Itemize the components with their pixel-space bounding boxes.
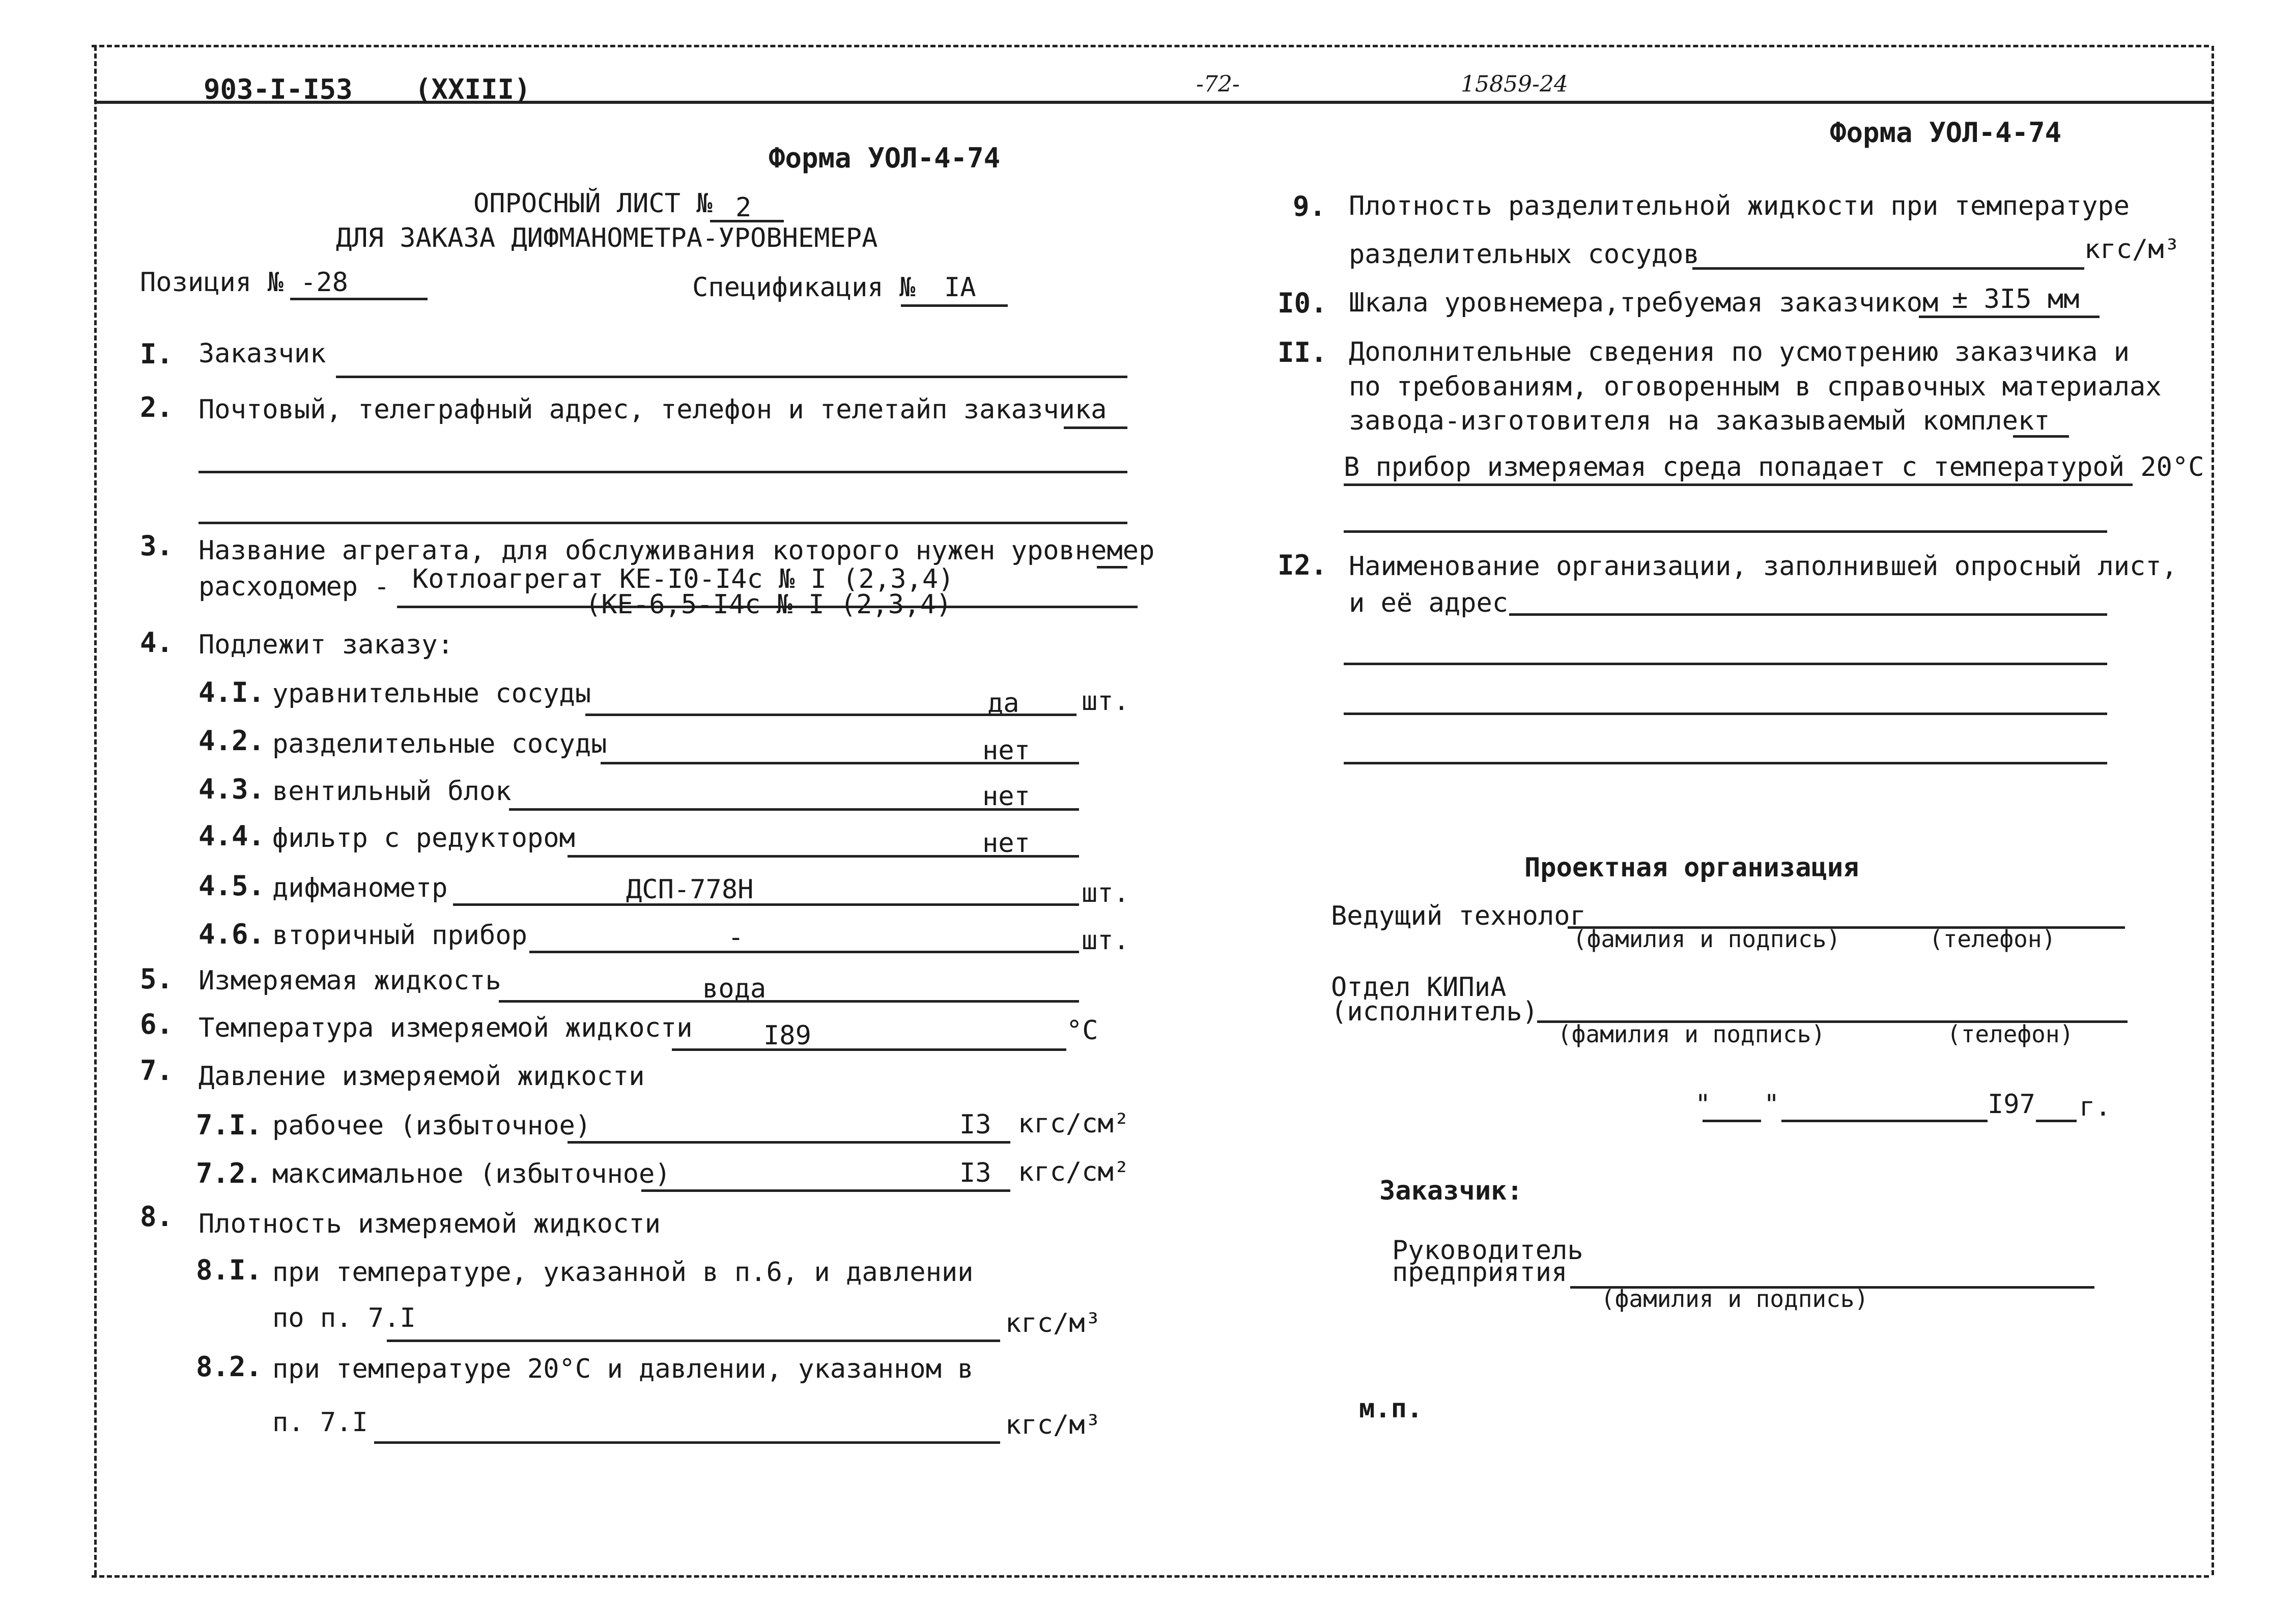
item-3-num: 3. bbox=[140, 530, 174, 562]
item-8-num: 8. bbox=[140, 1201, 174, 1233]
item-45-label: дифманометр bbox=[272, 873, 448, 903]
frame-top bbox=[92, 45, 2209, 47]
item-8-label: Плотность измеряемой жидкости bbox=[199, 1209, 661, 1239]
left-form-label: Форма УОЛ-4-74 bbox=[769, 142, 1001, 174]
item-43-value: нет bbox=[982, 781, 1030, 812]
dept-sub-label: (исполнитель) bbox=[1331, 996, 1538, 1027]
item-46-value: - bbox=[728, 922, 744, 953]
item-12-label-b: и её адрес bbox=[1349, 588, 1509, 618]
item-43-num: 4.3. bbox=[199, 773, 265, 805]
item-42-label: разделительные сосуды bbox=[272, 729, 607, 759]
item-3-label-b: расходомер - bbox=[199, 572, 390, 602]
item-4-num: 4. bbox=[140, 627, 174, 659]
item-5-num: 5. bbox=[140, 963, 174, 995]
survey-number: 2 bbox=[735, 192, 752, 223]
item-2-line-c bbox=[199, 522, 1127, 524]
item-46-unit: шт. bbox=[1082, 925, 1129, 956]
item-6-value: I89 bbox=[763, 1020, 811, 1051]
item-42-num: 4.2. bbox=[199, 725, 265, 757]
lead-tech-sig-caption: (фамилия и подпись) bbox=[1573, 925, 1841, 953]
item-81-line bbox=[387, 1340, 1000, 1342]
header-page: -72- bbox=[1196, 71, 1240, 97]
item-82-unit: кгс/м³ bbox=[1005, 1410, 1101, 1440]
item-81-unit: кгс/м³ bbox=[1005, 1308, 1101, 1339]
item-41-unit: шт. bbox=[1082, 686, 1129, 717]
item-11-line-c bbox=[1344, 530, 2107, 533]
item-41-label: уравнительные сосуды bbox=[272, 678, 591, 709]
item-45-line bbox=[453, 903, 1079, 906]
date-quote-open: " bbox=[1695, 1089, 1711, 1120]
item-81-label-b: по п. 7.I bbox=[272, 1303, 416, 1333]
item-81-num: 8.I. bbox=[196, 1254, 263, 1286]
date-day-line bbox=[1703, 1120, 1761, 1122]
item-9-unit: кгс/м³ bbox=[2084, 234, 2180, 265]
item-71-value: I3 bbox=[959, 1109, 991, 1140]
item-5-line bbox=[499, 1000, 1079, 1003]
item-3-label-a: Название агрегата, для обслуживания которого нужен уровнемер bbox=[199, 535, 1155, 566]
item-41-value: да bbox=[987, 688, 1019, 719]
position-value: -28 bbox=[300, 267, 348, 298]
design-org-heading: Проектная организация bbox=[1524, 852, 1859, 883]
item-2-label: Почтовый, телеграфный адрес, телефон и телетайп заказчика bbox=[199, 394, 1107, 425]
dept-sig-caption: (фамилия и подпись) bbox=[1557, 1020, 1826, 1048]
item-41-line bbox=[585, 714, 1076, 716]
lead-tech-label: Ведущий технолог bbox=[1331, 901, 1586, 931]
item-72-label: максимальное (избыточное) bbox=[272, 1159, 671, 1189]
item-44-line bbox=[568, 855, 1079, 858]
item-44-num: 4.4. bbox=[199, 820, 265, 852]
item-9-line bbox=[1692, 267, 2084, 270]
item-11-value: В прибор измеряемая среда попадает с температурой 20°С bbox=[1344, 452, 2204, 482]
header-part: (XXIII) bbox=[415, 73, 531, 105]
item-3-line-a bbox=[1097, 566, 1127, 568]
item-45-unit: шт. bbox=[1082, 878, 1129, 908]
item-10-value: ± 3I5 мм bbox=[1952, 284, 2080, 315]
item-11-label-b: по требованиям, оговоренным в справочных материалах bbox=[1349, 372, 2162, 402]
right-form-label: Форма УОЛ-4-74 bbox=[1830, 117, 2062, 149]
item-12-line-d bbox=[1344, 762, 2107, 764]
item-10-num: I0. bbox=[1278, 287, 1327, 319]
spec-label: Спецификация № bbox=[692, 272, 916, 303]
item-82-label-a: при температуре 20°С и давлении, указанном в bbox=[272, 1354, 974, 1384]
item-9-label-b: разделительных сосудов bbox=[1349, 239, 1699, 270]
item-1-label: Заказчик bbox=[199, 338, 326, 369]
item-6-num: 6. bbox=[140, 1008, 174, 1040]
item-42-line bbox=[601, 762, 1079, 764]
item-6-unit: °С bbox=[1066, 1015, 1098, 1046]
header-project: 903-I-I53 bbox=[204, 73, 353, 105]
spec-line bbox=[901, 304, 1008, 307]
item-71-num: 7.I. bbox=[196, 1109, 263, 1141]
item-3-value-a: Котлоагрегат КЕ-I0-I4с № I (2,3,4) bbox=[412, 564, 954, 594]
date-month-line bbox=[1781, 1120, 1988, 1122]
item-43-label: вентильный блок bbox=[272, 776, 512, 807]
item-46-num: 4.6. bbox=[199, 918, 265, 950]
date-year: I97 bbox=[1988, 1089, 2035, 1120]
date-quote-close: " bbox=[1764, 1089, 1780, 1120]
item-72-line bbox=[641, 1189, 1010, 1192]
head-sig-caption: (фамилия и подпись) bbox=[1601, 1285, 1869, 1313]
item-3-value-b: (КЕ-6,5-I4с № I (2,3,4) bbox=[585, 589, 952, 620]
item-4-label: Подлежит заказу: bbox=[199, 630, 453, 660]
item-46-line bbox=[529, 951, 1079, 953]
date-year-line bbox=[2036, 1120, 2077, 1122]
item-12-num: I2. bbox=[1278, 549, 1327, 581]
item-82-line bbox=[374, 1441, 1000, 1444]
item-41-num: 4.I. bbox=[199, 676, 265, 708]
item-2-num: 2. bbox=[140, 391, 174, 423]
dept-phone-caption: (телефон) bbox=[1947, 1020, 2074, 1048]
survey-title: ОПРОСНЫЙ ЛИСТ № bbox=[473, 188, 713, 219]
head-label: Руководитель bbox=[1392, 1235, 1583, 1266]
item-82-label-b: п. 7.I bbox=[272, 1407, 368, 1438]
item-72-value: I3 bbox=[959, 1158, 991, 1188]
head-sub-label: предприятия bbox=[1392, 1257, 1568, 1288]
item-11-num: II. bbox=[1278, 336, 1327, 368]
item-71-label: рабочее (избыточное) bbox=[272, 1111, 591, 1141]
survey-subtitle: ДЛЯ ЗАКАЗА ДИФМАНОМЕТРА-УРОВНЕМЕРА bbox=[336, 223, 878, 253]
item-6-line bbox=[672, 1048, 1066, 1051]
item-44-label: фильтр с редуктором bbox=[272, 823, 575, 853]
item-1-num: I. bbox=[140, 338, 174, 370]
customer-heading: Заказчик: bbox=[1379, 1176, 1523, 1206]
item-10-label: Шкала уровнемера,требуемая заказчиком bbox=[1349, 288, 1939, 318]
frame-bottom bbox=[92, 1575, 2209, 1578]
item-11-line-b bbox=[1344, 483, 2133, 486]
stamp-place: м.п. bbox=[1359, 1393, 1423, 1424]
frame-header-line bbox=[94, 101, 2212, 104]
item-11-line-a bbox=[2013, 435, 2069, 438]
item-5-value: вода bbox=[702, 974, 767, 1004]
item-46-label: вторичный прибор bbox=[272, 920, 527, 951]
item-11-label-c: завода-изготовителя на заказываемый комплект bbox=[1349, 406, 2050, 436]
spec-value: IA bbox=[944, 272, 976, 303]
item-2-line-a bbox=[1064, 426, 1127, 429]
item-44-value: нет bbox=[982, 828, 1030, 859]
item-10-line bbox=[1919, 316, 2100, 318]
header-sheet: 15859-24 bbox=[1461, 71, 1568, 97]
lead-tech-phone-caption: (телефон) bbox=[1929, 925, 2056, 953]
item-5-label: Измеряемая жидкость bbox=[199, 965, 501, 996]
item-72-unit: кгс/см² bbox=[1018, 1157, 1130, 1187]
item-42-value: нет bbox=[982, 735, 1030, 766]
item-71-unit: кгс/см² bbox=[1018, 1108, 1130, 1139]
item-2-line-b bbox=[199, 471, 1127, 473]
item-81-label-a: при температуре, указанной в п.6, и давлении bbox=[272, 1257, 974, 1288]
item-71-line bbox=[568, 1141, 1010, 1144]
item-45-value: ДСП-778Н bbox=[626, 874, 754, 905]
item-6-label: Температура измеряемой жидкости bbox=[199, 1013, 693, 1043]
position-line bbox=[290, 298, 428, 300]
item-9-label-a: Плотность разделительной жидкости при температуре bbox=[1349, 191, 2130, 221]
item-45-num: 4.5. bbox=[199, 870, 265, 902]
item-12-line-a bbox=[1509, 613, 2107, 616]
item-12-line-c bbox=[1344, 713, 2107, 715]
item-1-line bbox=[336, 376, 1127, 378]
date-g: г. bbox=[2079, 1092, 2111, 1122]
dept-label: Отдел КИПиА bbox=[1331, 972, 1507, 1003]
item-7-num: 7. bbox=[140, 1055, 174, 1087]
position-label: Позиция № bbox=[140, 267, 284, 298]
frame-right bbox=[2212, 46, 2214, 1575]
item-9-num: 9. bbox=[1293, 190, 1326, 222]
survey-number-line bbox=[710, 220, 784, 222]
item-82-num: 8.2. bbox=[196, 1351, 263, 1383]
item-43-line bbox=[509, 808, 1079, 811]
item-7-label: Давление измеряемой жидкости bbox=[199, 1061, 645, 1092]
item-72-num: 7.2. bbox=[196, 1157, 263, 1189]
item-12-label-a: Наименование организации, заполнившей опросный лист, bbox=[1349, 551, 2177, 582]
item-11-label-a: Дополнительные сведения по усмотрению заказчика и bbox=[1349, 337, 2130, 367]
frame-left bbox=[94, 46, 97, 1575]
item-12-line-b bbox=[1344, 663, 2107, 665]
